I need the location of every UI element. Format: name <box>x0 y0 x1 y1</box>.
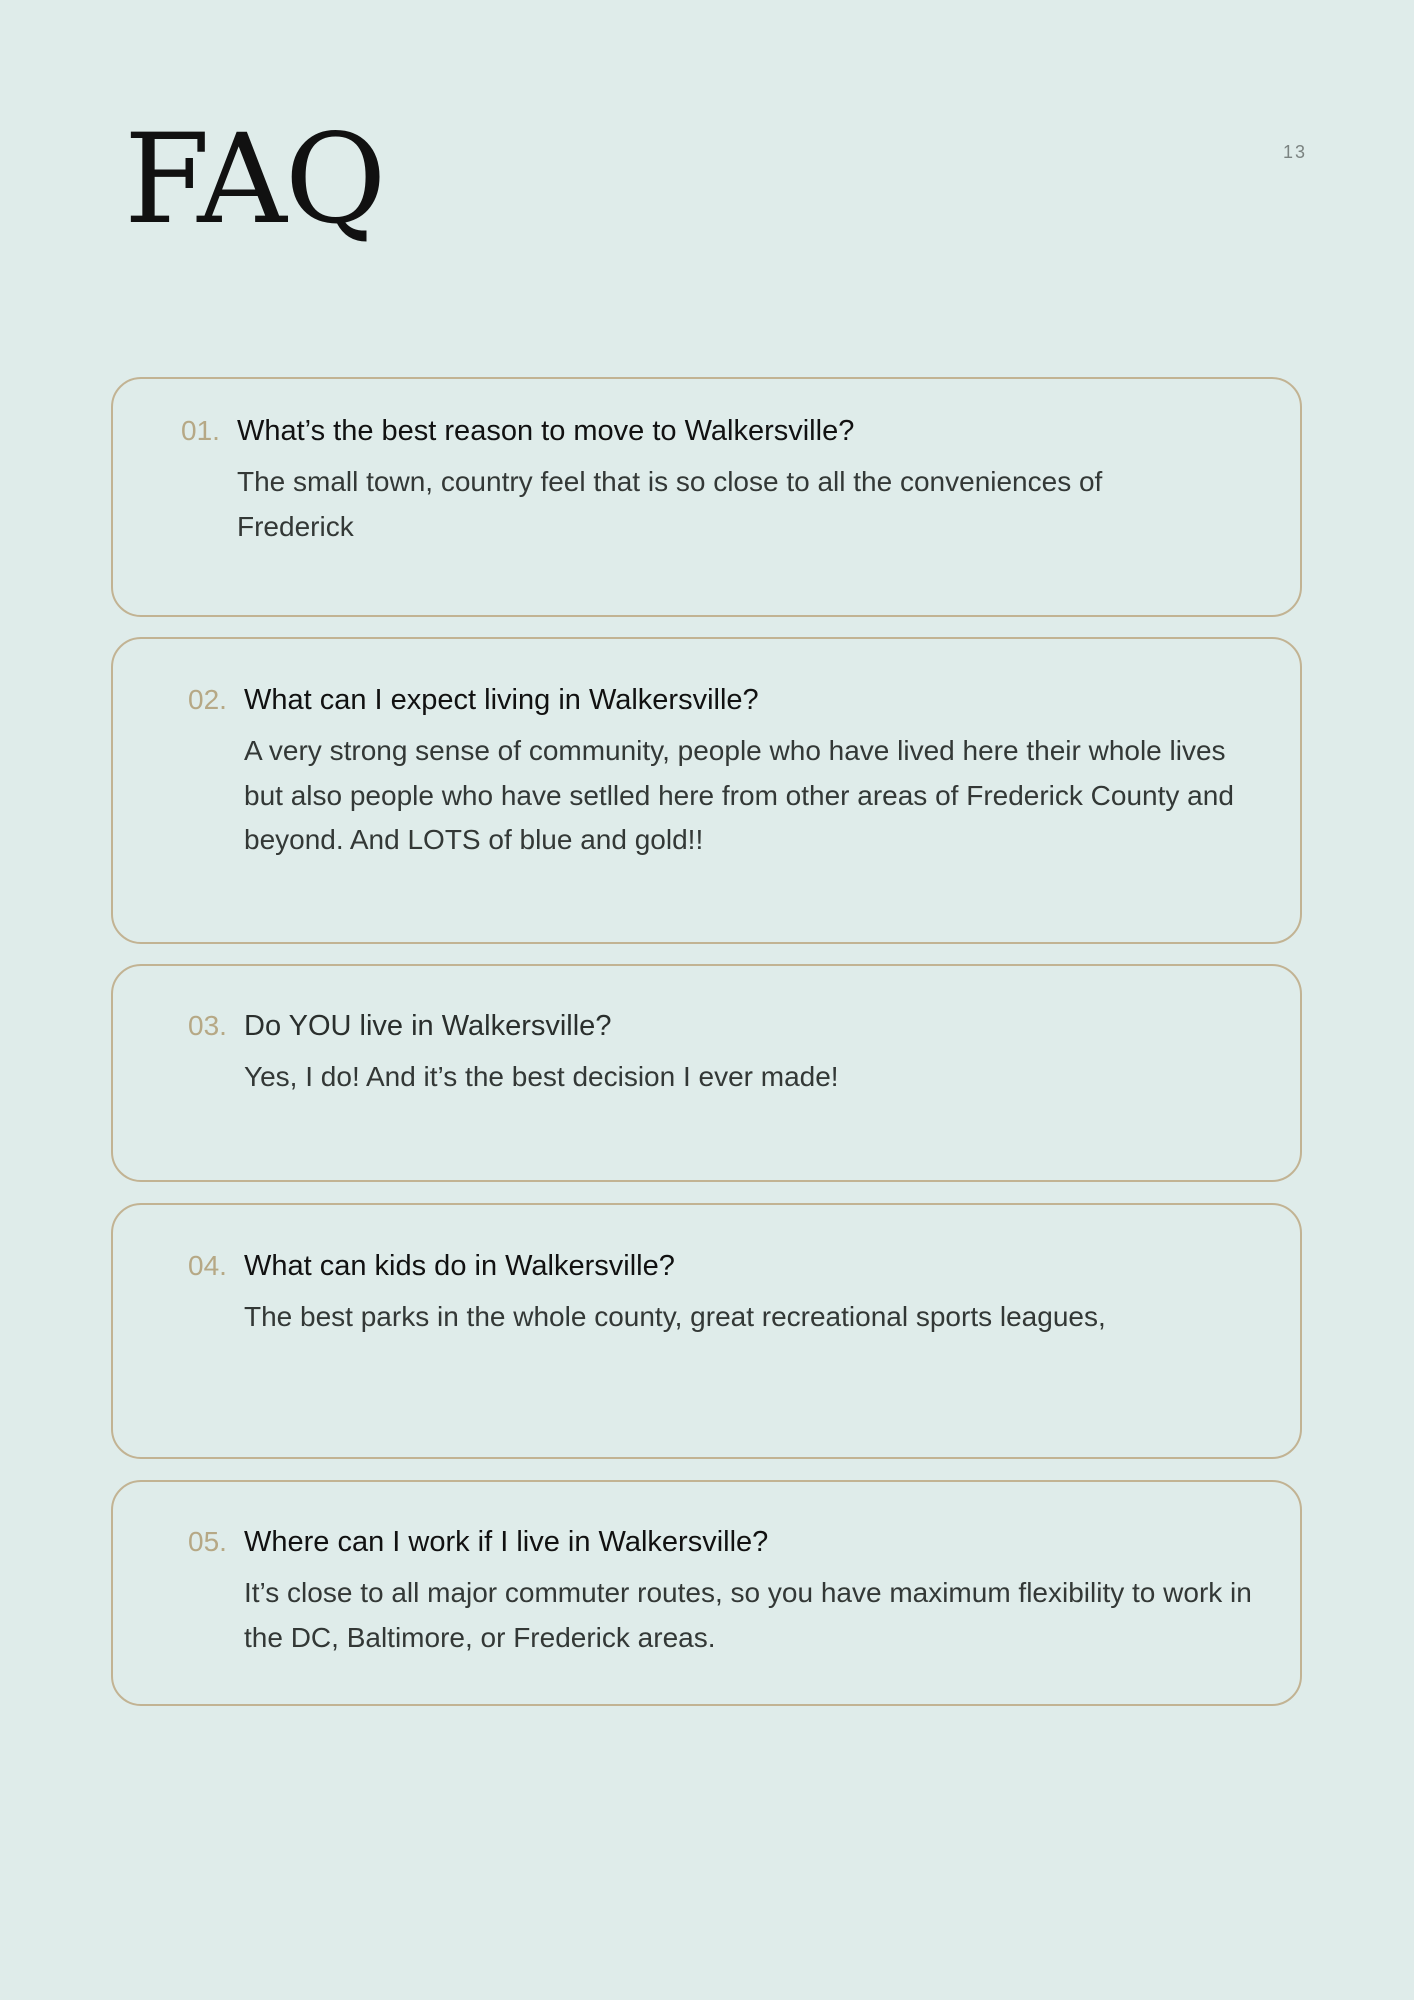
faq-question: Do YOU live in Walkersville? <box>244 1010 612 1042</box>
page-title: FAQ <box>124 108 385 252</box>
faq-number: 04. <box>188 1250 227 1281</box>
faq-answer: A very strong sense of community, people who have lived here their whole lives but also people who have setlled here from other areas of Frederick County and beyond. And LOTS of blue and gold!! <box>244 735 1234 855</box>
faq-card-4 <box>111 1203 1302 1459</box>
faq-card-5 <box>111 1480 1302 1706</box>
faq-card-3 <box>111 964 1302 1182</box>
faq-answer: Yes, I do! And it’s the best decision I ever made! <box>244 1061 839 1092</box>
faq-answer: The best parks in the whole county, great recreational sports leagues, <box>244 1301 1106 1332</box>
faq-question: What’s the best reason to move to Walkersville? <box>237 415 855 447</box>
faq-card-2 <box>111 637 1302 944</box>
faq-answer: It’s close to all major commuter routes, so you have maximum flexibility to work in the DC, Baltimore, or Frederick areas. <box>244 1577 1252 1653</box>
faq-question: What can I expect living in Walkersville? <box>244 684 759 716</box>
faq-number: 05. <box>188 1526 227 1557</box>
faq-number: 02. <box>188 684 227 715</box>
faq-number: 01. <box>181 415 220 446</box>
faq-number: 03. <box>188 1010 227 1041</box>
faq-answer: The small town, country feel that is so close to all the conveniences of Frederick <box>237 466 1103 542</box>
page-number: 13 <box>1283 142 1308 162</box>
faq-question: Where can I work if I live in Walkersville? <box>244 1526 769 1558</box>
faq-card-1 <box>111 377 1302 617</box>
faq-question: What can kids do in Walkersville? <box>244 1250 675 1282</box>
